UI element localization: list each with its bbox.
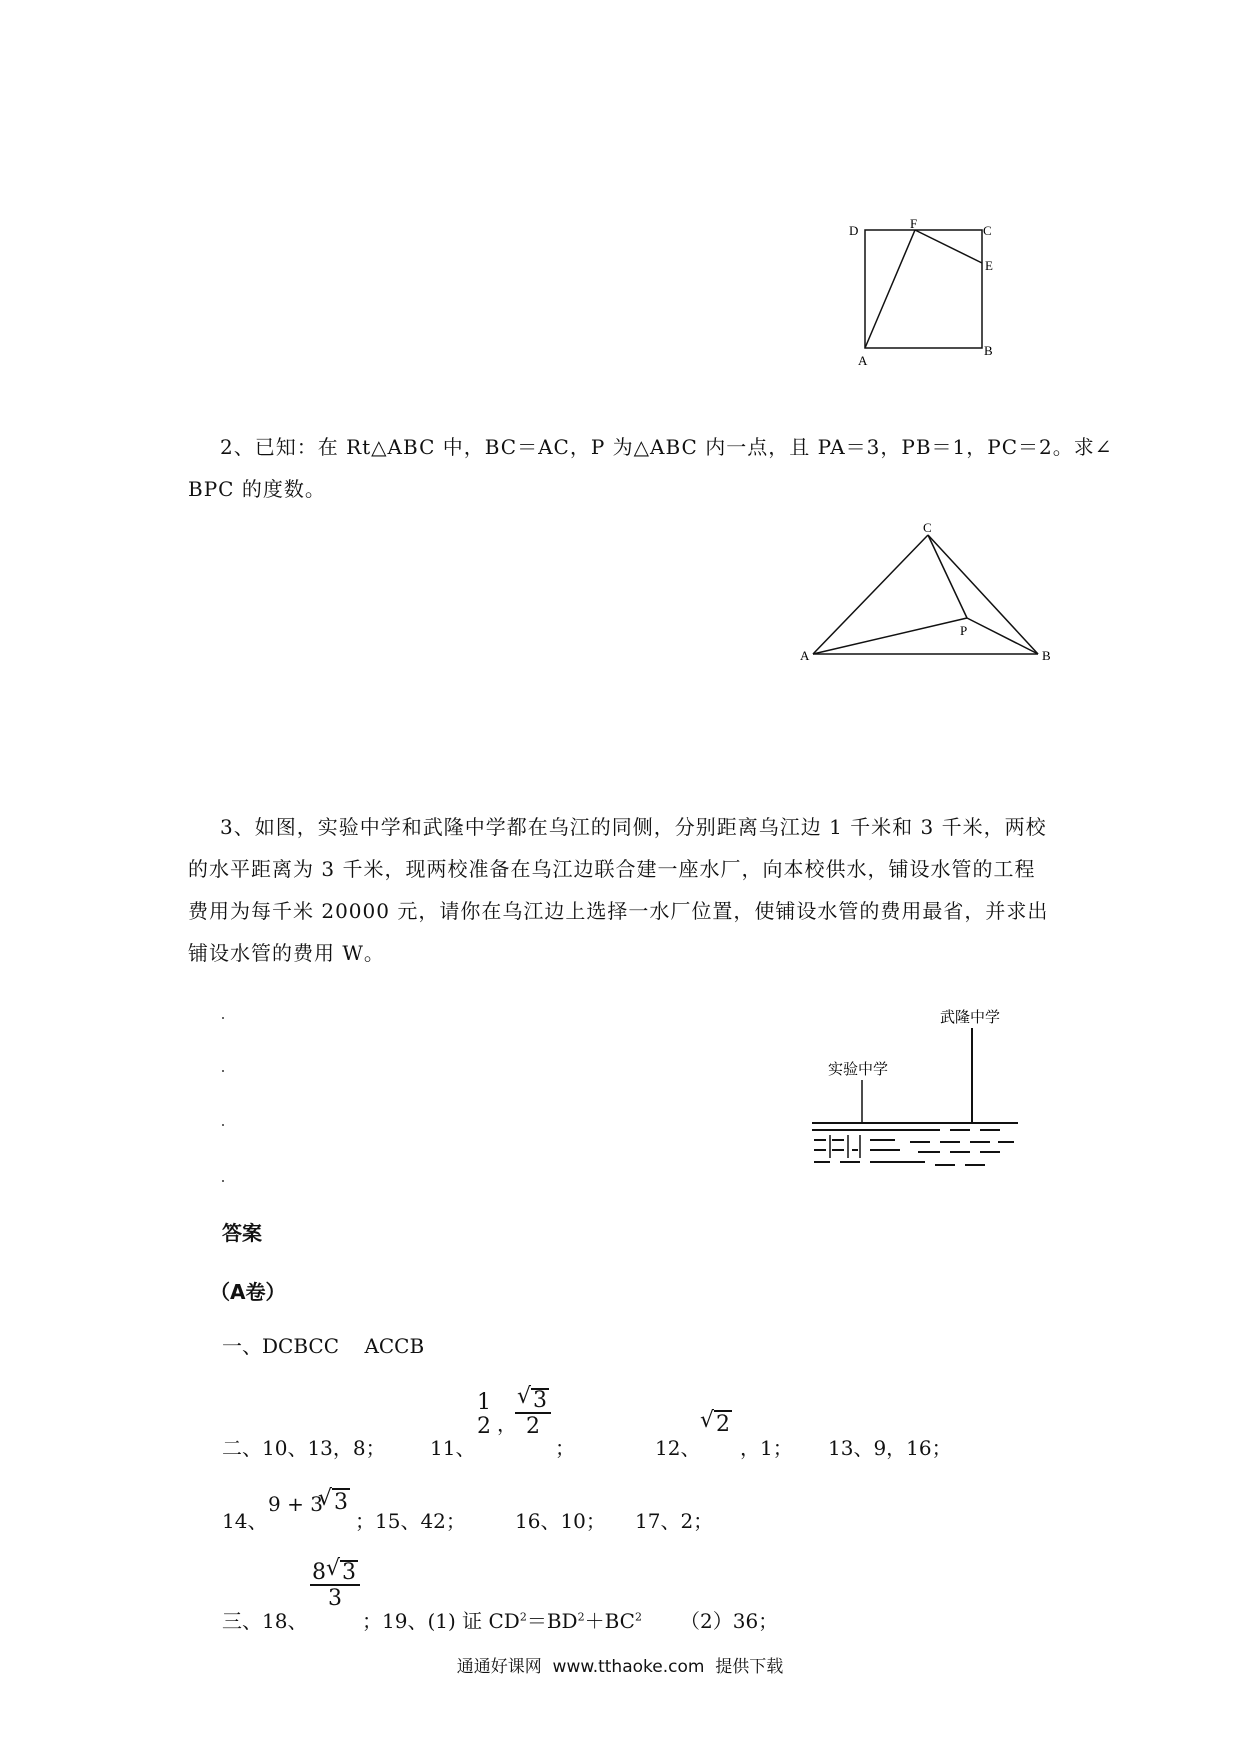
q19-text: ；19、(1) 证 CD: [362, 1609, 520, 1633]
frac-den: 3: [310, 1584, 360, 1610]
margin-dot: [222, 1180, 224, 1182]
q14-expr: 9 + 3: [268, 1492, 323, 1516]
q12-sqrt: √ 2: [700, 1408, 730, 1437]
answers-heading: 答案: [222, 1221, 262, 1245]
q17-answer: 17、2；: [635, 1509, 714, 1533]
school-wulong-label: 武隆中学: [940, 1008, 1001, 1026]
exponent: 2: [634, 1610, 642, 1624]
q19-part2: （2）36；: [680, 1609, 779, 1633]
q3-line3: 费用为每千米 20000 元，请你在乌江边上选择一水厂位置，使铺设水管的费用最省，并求出: [188, 899, 1049, 923]
section-a-label: （A卷）: [210, 1280, 286, 1304]
frac-den: 2: [515, 1412, 551, 1438]
q14-label: 14、: [222, 1509, 268, 1533]
q12-rest: ，1；: [740, 1436, 793, 1460]
q11-fraction-1: [475, 1392, 493, 1438]
page-footer: 通通好课网 www.tthaoke.com 提供下载: [456, 1657, 784, 1677]
label-A: A: [800, 648, 810, 663]
frac-num: 1: [477, 1390, 491, 1415]
label-B: B: [984, 343, 993, 358]
q3-line2: 的水平距离为 3 千米，现两校准备在乌江边联合建一座水厂，向本校供水，铺设水管的工程: [188, 857, 1036, 881]
square-figure: [840, 215, 1000, 390]
label-A: A: [858, 353, 868, 368]
label-D: D: [849, 223, 859, 238]
q12-label: 12、: [655, 1436, 701, 1460]
sqrt-radicand: 3: [533, 1388, 547, 1413]
q16-answer: 16、10；: [515, 1509, 606, 1533]
sqrt-radicand: 2: [716, 1412, 730, 1437]
q11-comma: ，: [497, 1412, 517, 1436]
label-P: P: [960, 623, 968, 638]
exponent: 2: [577, 1610, 585, 1624]
margin-dot: [222, 1070, 224, 1072]
answers-part3-prefix: 三、18、: [222, 1609, 308, 1633]
q18-fraction: 8 √ 3 3: [310, 1560, 360, 1610]
margin-dot: [222, 1017, 224, 1019]
label-B: B: [1042, 648, 1051, 663]
q2-line2: BPC 的度数。: [188, 477, 326, 501]
q11-label: 11、: [430, 1436, 476, 1460]
q3-line4: 铺设水管的费用 W。: [188, 941, 385, 965]
q3-line1: 3、如图，实验中学和武隆中学都在乌江的同侧，分别距离乌江边 1 千米和 3 千米，两校: [220, 815, 1047, 839]
q19-answer: [362, 1605, 642, 1634]
q11-end: ；: [555, 1436, 575, 1460]
sqrt-radicand: 3: [342, 1560, 356, 1585]
label-F: F: [910, 216, 918, 231]
triangle-figure: [790, 520, 1060, 670]
label-C: C: [983, 223, 992, 238]
margin-dot: [222, 1124, 224, 1126]
q19-eq: ＝BD: [526, 1609, 578, 1633]
school-shiyan-label: 实验中学: [828, 1060, 889, 1078]
sqrt-radicand: 3: [334, 1490, 348, 1515]
frac-num-coef: 8: [312, 1560, 326, 1585]
answers-part2-prefix: 二、10、13，8；: [222, 1436, 386, 1460]
river-figure: [800, 1000, 1030, 1180]
q14-rest: ；15、42；: [355, 1509, 466, 1533]
label-C: C: [923, 520, 932, 535]
answers-part1: 一、DCBCC ACCB: [222, 1334, 425, 1358]
q13-answer: 13、9，16；: [828, 1436, 952, 1460]
frac-den: 2: [477, 1414, 491, 1439]
q11-fraction-2: √ 3 2: [515, 1388, 551, 1438]
q14-sqrt: √ 3: [318, 1486, 348, 1515]
label-E: E: [985, 258, 993, 273]
exponent: 2: [519, 1610, 527, 1624]
q2-line1: 2、已知：在 Rt△ABC 中，BC＝AC，P 为△ABC 内一点，且 PA＝3，PB＝1，PC＝2。求∠: [220, 435, 1113, 459]
q19-plus: ＋BC: [584, 1609, 635, 1633]
